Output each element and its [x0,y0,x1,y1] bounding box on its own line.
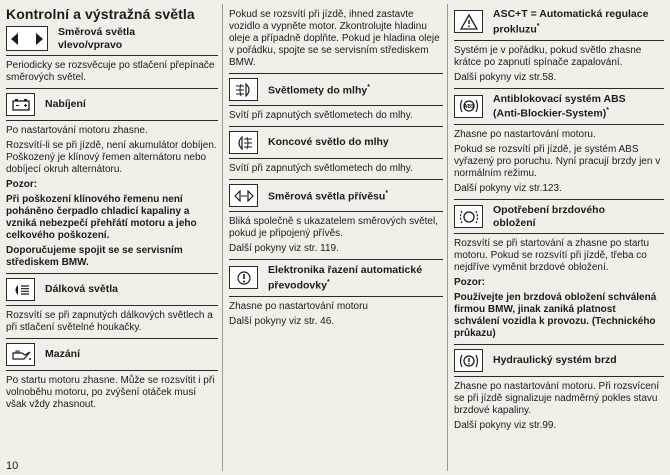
column-divider-2 [447,4,448,471]
asc-item [454,8,664,36]
abs-ref: Další pokyny viz str.123. [454,183,562,194]
charge-caution-text: Při poškození klínového řemenu není poháněno čerpadlo chladicí kapaliny a vzniká nebezpečí přehřátí motoru a jeho celkového poškození. [6,194,197,241]
divider [6,88,218,89]
rear-fog-item [229,131,443,154]
trailer-turn-icon [229,184,258,207]
divider [229,211,443,212]
oil-item [6,343,218,366]
svg-text:ABS: ABS [463,104,474,111]
rear-fog-label: Koncové světlo do mlhy [268,136,389,149]
column-1 [6,0,218,475]
divider [229,126,443,127]
brake-pad-item [454,204,664,229]
brake-pad-label: Opotřebení brzdového obložení [493,204,606,229]
charge-label: Nabíjení [45,98,86,111]
divider [6,273,218,274]
fog-light-label: Světlomety do mlhy* [268,84,370,97]
hydraulic-ref: Další pokyny viz str.99. [454,420,557,431]
divider [229,158,443,159]
hydraulic-text: Zhasne po nastartování motoru. Při rozsvícení se při jízdě signalizuje nadměrný pokles stavu brzdové kapaliny. [454,381,660,416]
front-fog-icon [229,78,258,101]
asc-text: Systém je v pořádku, pokud světlo zhasne krátce po zapnutí spínače zapalování. [454,44,642,68]
high-beam-icon [6,278,35,301]
charge-text-1: Po nastartování motoru zhasne. [6,125,148,136]
column-divider-1 [222,4,223,471]
brake-pad-text: Rozsvítí se při startování a zhasne po startu motoru. Pokud se rozsvítí při jízdě, třeba co nejdříve vyměnit brzdové obložení. [454,238,650,273]
abs-icon [454,95,483,118]
divider [6,55,218,56]
transmission-text: Zhasne po nastartování motoru [229,300,368,312]
divider [229,179,443,180]
page-number: 10 [6,460,19,472]
divider [229,73,443,74]
page-title: Kontrolní a výstražná světla [6,6,195,22]
divider [229,259,443,260]
fog-light-item [229,78,443,101]
turn-arrows-icon [6,26,48,51]
high-beam-item [6,278,218,301]
abs-item [454,93,664,121]
column-3 [454,0,664,475]
divider [454,344,664,345]
transmission-ref: Další pokyny viz str. 46. [229,315,335,327]
abs-text-2: Pokud se rozsvítí při jízdě, je systém ABS vyřazený pro poruchu. Nyní pracují brzdy jen v normálním režimu. [454,144,661,179]
abs-text-1: Zhasne po nastartování motoru. [454,129,596,140]
turn-signal-label: Směrová světla vlevo/vpravo [58,26,136,51]
oil-continued-text: Pokud se rozsvítí při jízdě, ihned zastavte vozidlo a vypněte motor. Zkontrolujte hladinu oleje a případně doplňte. Pokud je hladina oleje v pořádku, spojte se se servisním střediskem BMW. [229,9,440,68]
charge-item [6,93,218,116]
trailer-turn-label: Směrová světla přívěsu* [268,190,389,203]
divider [454,376,664,377]
divider [6,338,218,339]
oil-text: Po startu motoru zhasne. Může se rozsvítit i při volnoběhu motoru, po zvýšení otáček musí však vždy zhasnout. [6,375,215,410]
fog-light-text: Svítí při zapnutých světlometech do mlhy. [229,110,413,121]
divider [454,233,664,234]
oil-can-icon [6,343,35,366]
divider [229,105,443,106]
rear-fog-text: Svítí při zapnutých světlometech do mlhy. [229,163,413,174]
divider [229,296,443,297]
turn-signal-text: Periodicky se rozsvěcuje po stlačení přepínače směrových světel. [6,60,215,83]
brake-pad-caution-head: Pozor: [454,277,486,288]
divider [6,120,218,121]
column-2 [229,0,443,475]
asc-ref: Další pokyny viz str.58. [454,71,557,83]
divider [6,370,218,371]
hydraulic-item [454,349,664,372]
charge-caution-head: Pozor: [6,179,38,190]
transmission-label: Elektronika řazení automatické převodovky* [268,264,423,291]
trailer-turn-text: Bliká společně s ukazatelem směrových světel, pokud je připojený přívěs. [229,216,438,239]
trailer-turn-item [229,184,443,207]
asc-label: ASC+T = Automatická regulace prokluzu* [493,8,649,35]
divider [454,40,664,41]
divider [454,199,664,200]
transmission-item [229,264,443,292]
oil-label: Mazání [45,348,81,361]
charge-text-2: Rozsvítí-li se při jízdě, není akumulátor dobíjen. Poškozený je klínový řemen alternátoru nebo dobíjecí okruh alternátoru. [6,140,217,175]
charge-recommend: Doporučujeme spojit se se servisním střediskem BMW. [6,245,183,268]
divider [6,305,218,306]
divider [454,124,664,125]
high-beam-label: Dálková světla [45,283,118,296]
battery-icon [6,93,35,116]
high-beam-text: Rozsvítí se při zapnutých dálkových světlech a při stlačení světelné houkačky. [6,310,213,333]
hydraulic-label: Hydraulický systém brzd [493,354,617,367]
asc-t-icon [454,10,483,33]
hydraulic-brake-icon [454,349,483,372]
abs-label: Antiblokovací systém ABS (Anti-Blockier-System)* [493,92,626,120]
divider [454,88,664,89]
transmission-warning-icon [229,266,258,289]
rear-fog-icon [229,131,258,154]
brake-pad-caution-text: Používejte jen brzdová obložení schválená firmou BMW, jinak zaniká platnost schválení vozidla k provozu. (Technického průkazu) [454,292,657,339]
brake-pad-wear-icon [454,205,483,228]
trailer-turn-ref: Další pokyny viz str. 119. [229,243,339,254]
turn-signal-item [6,26,218,51]
